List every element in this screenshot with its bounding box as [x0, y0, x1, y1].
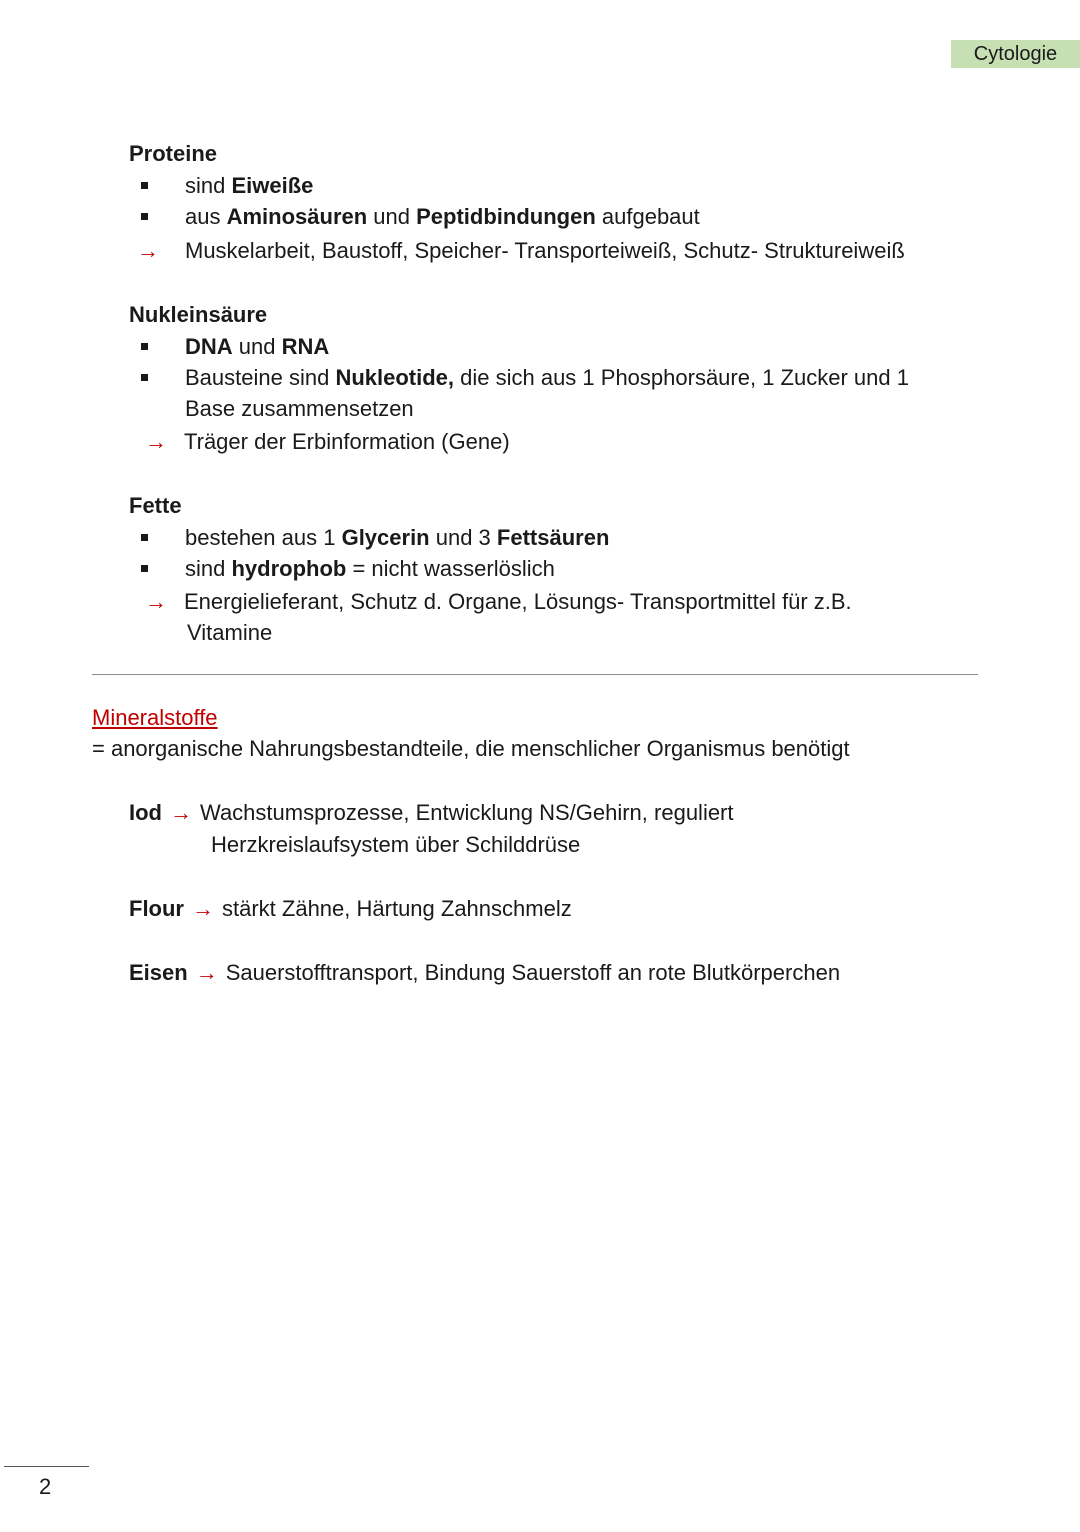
text: und 3 [429, 525, 497, 550]
mineral-text-continuation: Herzkreislaufsystem über Schilddrüse [211, 832, 581, 857]
bold-text: DNA [185, 334, 233, 359]
arrow-icon: → [145, 589, 167, 614]
text: sind [185, 556, 232, 581]
bold-text: Eiweiße [231, 173, 314, 198]
text: aufgebaut [595, 204, 700, 229]
header-tag: Cytologie [951, 40, 1080, 68]
bold-text: Peptidbindungen [416, 204, 596, 229]
page-number: 2 [39, 1474, 52, 1499]
mineral-item-iod [129, 797, 734, 861]
list-item [129, 331, 1009, 362]
bullet-icon [141, 565, 148, 572]
list-item [129, 362, 1009, 393]
list-item [129, 170, 1009, 201]
text: und [232, 334, 282, 359]
section-title: Nukleinsäure [129, 302, 268, 327]
bullet-icon [141, 182, 148, 189]
bullet-icon [141, 374, 148, 381]
bold-text: hydrophob [231, 556, 347, 581]
mineral-item-flour [129, 893, 572, 925]
list-item [129, 522, 1009, 553]
mineral-text: Sauerstofftransport, Bindung Sauerstoff an rote Blutkörperchen [225, 960, 841, 985]
bullet-icon [141, 213, 148, 220]
text: aus [185, 204, 227, 229]
mineral-text: stärkt Zähne, Härtung Zahnschmelz [222, 896, 572, 921]
list-item [129, 553, 1009, 584]
arrow-item-continuation: Vitamine [187, 620, 273, 645]
text: Energielieferant, Schutz d. Organe, Lösungs- Transportmittel für z.B. [184, 589, 852, 614]
mineral-item-eisen [129, 957, 840, 989]
arrow-icon: → [145, 429, 167, 454]
bold-text: Fettsäuren [496, 525, 610, 550]
arrow-item [129, 586, 1009, 617]
divider [92, 674, 978, 675]
mineral-name: Eisen [129, 960, 188, 985]
section-nukleinsaeure [129, 299, 1009, 457]
arrow-icon: → [137, 238, 159, 263]
bullet-icon [141, 343, 148, 350]
text: die sich aus 1 Phosphorsäure, 1 Zucker und 1 [454, 365, 909, 390]
text: Träger der Erbinformation (Gene) [184, 429, 510, 454]
bold-text: Nukleotide, [335, 365, 455, 390]
section-title: Proteine [129, 141, 218, 166]
mineral-name: Flour [129, 896, 184, 921]
arrow-item [129, 426, 1009, 457]
section-title: Fette [129, 493, 182, 518]
section-proteine [129, 138, 1009, 266]
list-item-continuation: Base zusammensetzen [185, 396, 414, 421]
arrow-icon: → [170, 800, 192, 825]
arrow-icon: → [192, 896, 214, 921]
footer-divider [4, 1466, 89, 1467]
bold-text: Aminosäuren [226, 204, 368, 229]
text: bestehen aus 1 [185, 525, 342, 550]
text: sind [185, 173, 232, 198]
bold-text: RNA [281, 334, 330, 359]
mineral-text: Wachstumsprozesse, Entwicklung NS/Gehirn, reguliert [200, 800, 734, 825]
text: Muskelarbeit, Baustoff, Speicher- Transporteiweiß, Schutz- Struktureiweiß [185, 238, 905, 263]
mineral-title: Mineralstoffe [92, 705, 218, 730]
bullet-icon [141, 534, 148, 541]
list-item [129, 201, 1009, 232]
text: Bausteine sind [185, 365, 336, 390]
arrow-item [129, 235, 1009, 266]
text: = nicht wasserlöslich [346, 556, 555, 581]
arrow-icon: → [195, 960, 218, 985]
text: und [367, 204, 417, 229]
mineral-definition: = anorganische Nahrungsbestandteile, die menschlicher Organismus benötigt [92, 736, 850, 761]
mineral-name: Iod [129, 800, 162, 825]
bold-text: Glycerin [341, 525, 430, 550]
section-fette [129, 490, 1009, 648]
